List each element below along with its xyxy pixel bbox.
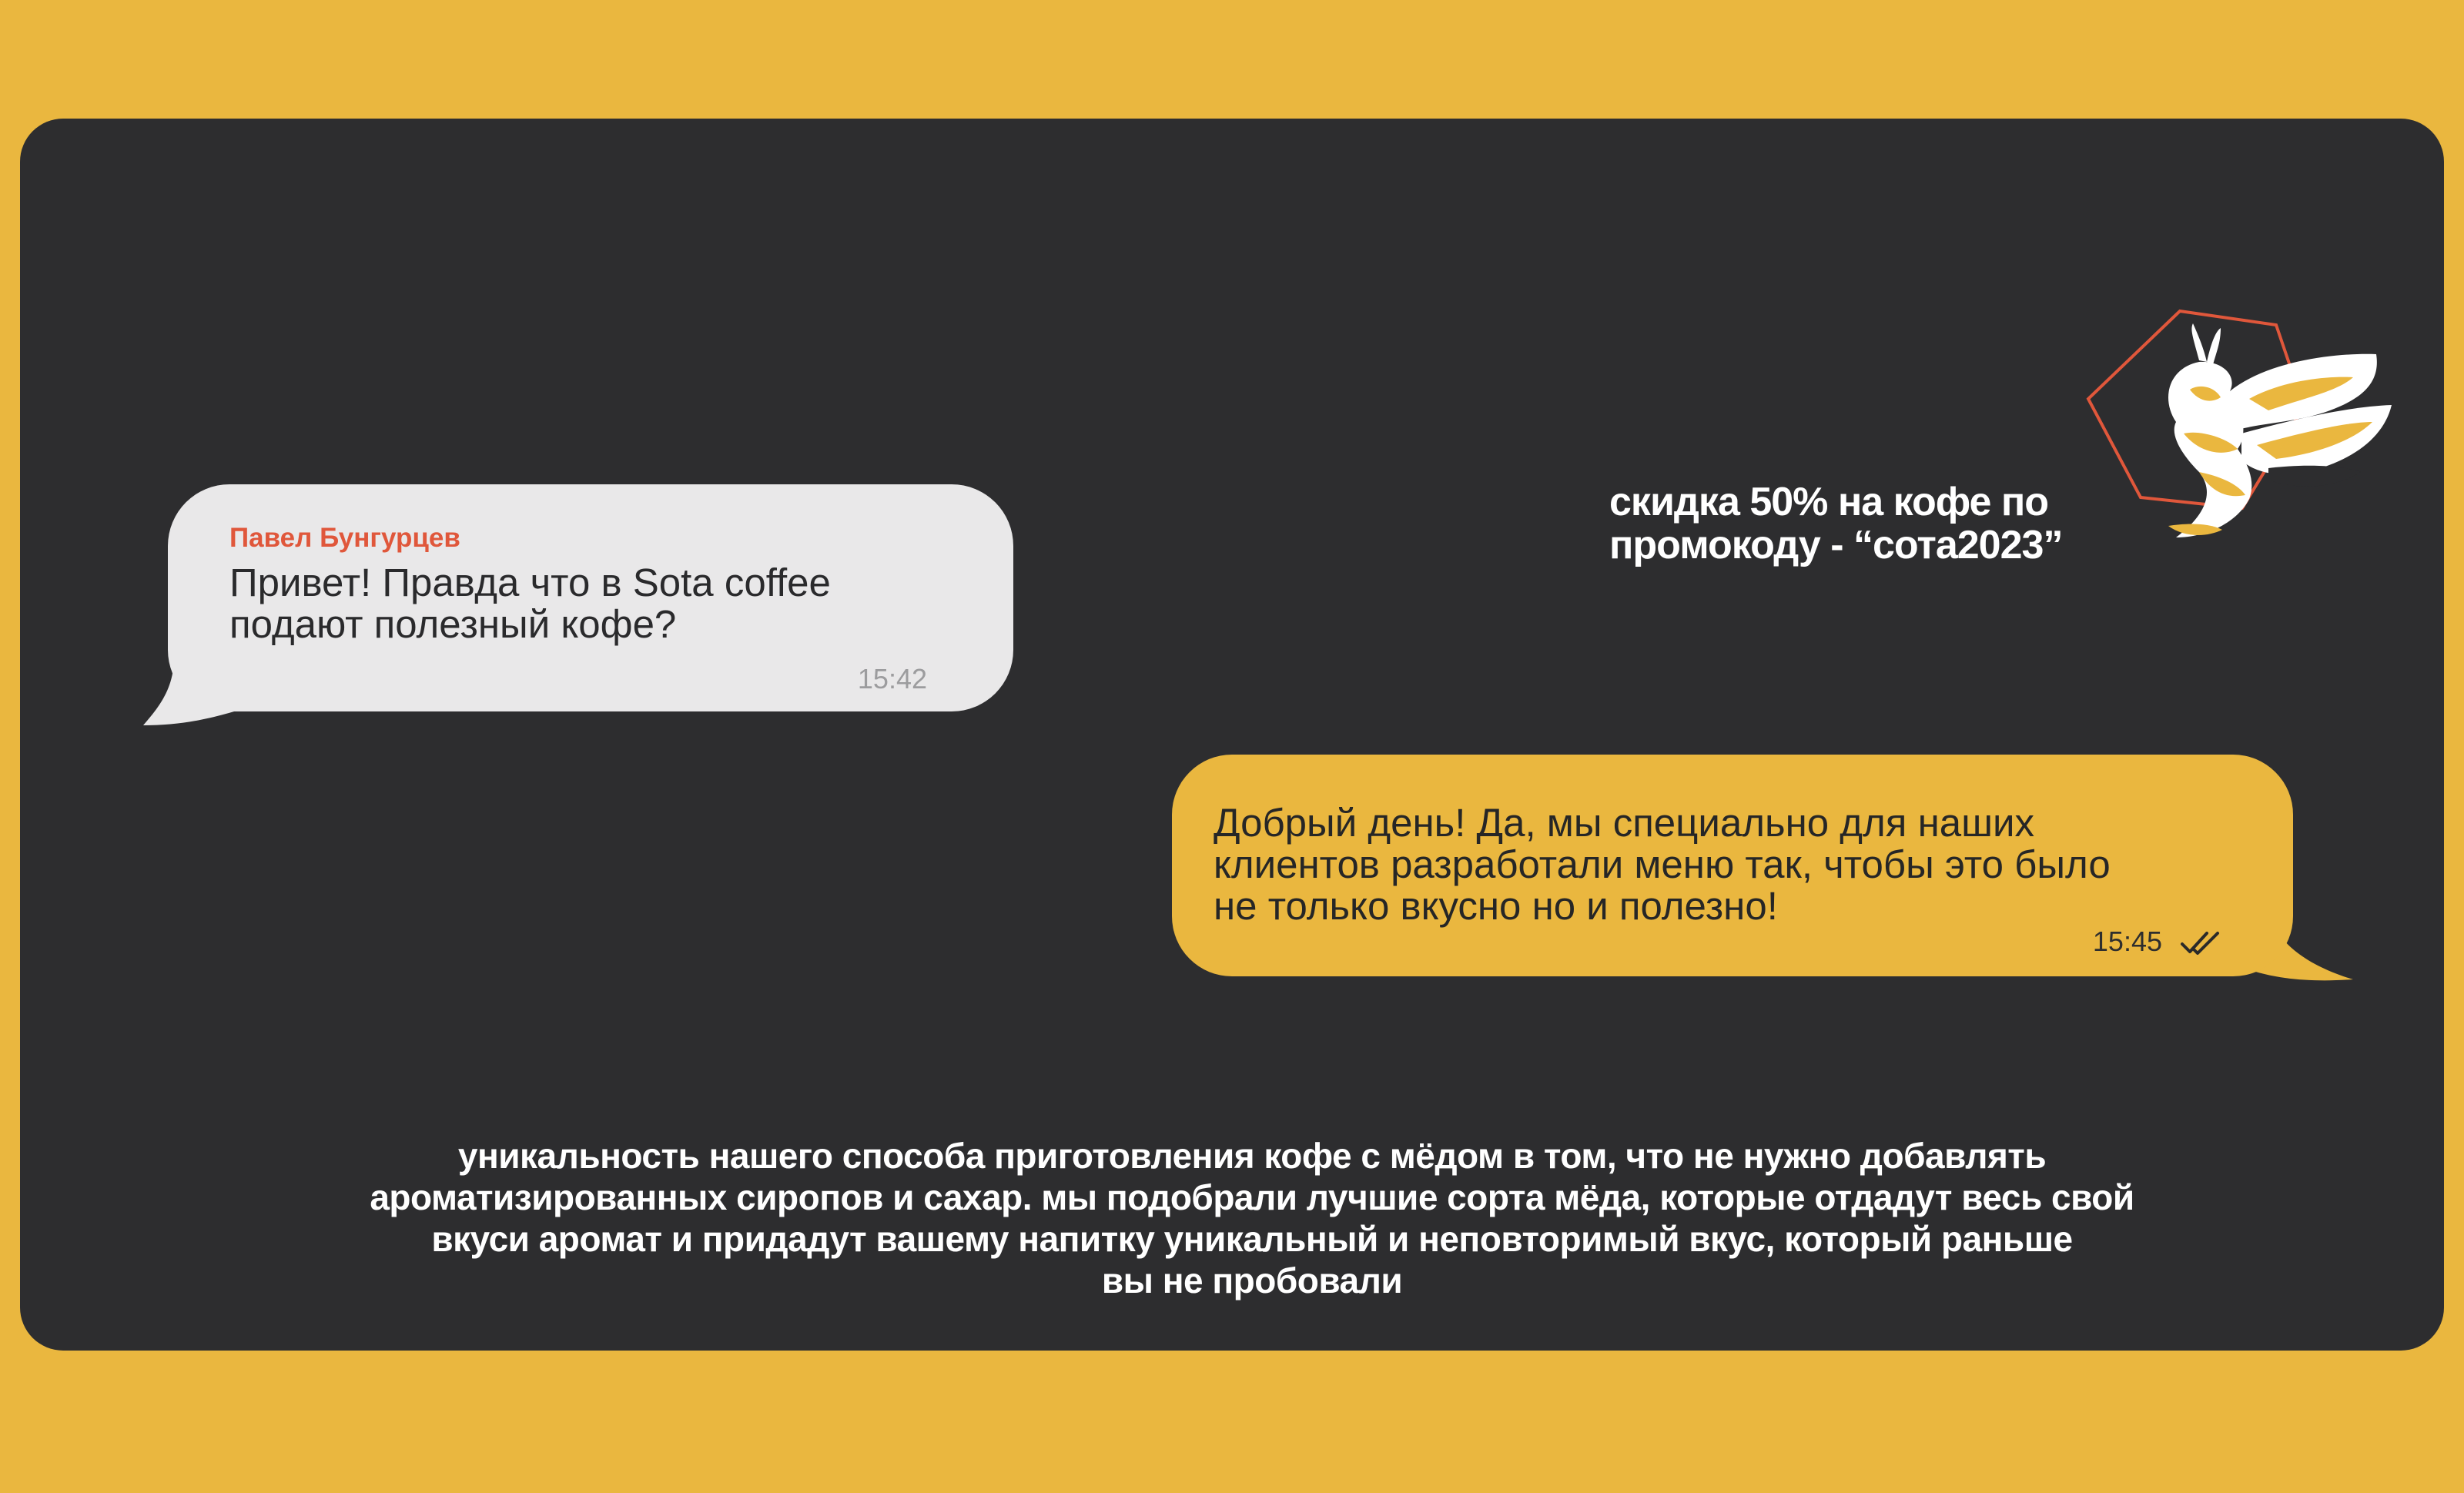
description-text <box>174 1135 2330 1301</box>
outgoing-message-bubble <box>1172 755 2293 976</box>
promo-text <box>1609 480 2062 567</box>
promo-line: промокоду - “сота2023” <box>1609 523 2063 567</box>
message-line: подают полезный кофе? <box>229 602 677 646</box>
description-line: вкуси аромат и придадут вашему напитку уникальный и неповторимый вкус, который раньше <box>431 1219 2073 1259</box>
description-line: вы не пробовали <box>1101 1260 1403 1301</box>
outgoing-message-text <box>1214 802 2201 927</box>
bee-logo-icon <box>2084 306 2399 584</box>
incoming-message-time: 15:42 <box>857 663 927 695</box>
description-line: уникальность нашего способа приготовления кофе с мёдом в том, что не нужно добавлять <box>457 1136 2047 1176</box>
description-line: ароматизированных сиропов и сахар. мы подобрали лучшие сорта мёда, которые отдадут весь свой <box>370 1177 2134 1217</box>
message-line: Добрый день! Да, мы специально для наших <box>1214 801 2034 845</box>
message-line: Привет! Правда что в Sota coffee <box>229 561 831 604</box>
incoming-message-bubble <box>168 484 1013 711</box>
incoming-message-text <box>229 562 952 645</box>
double-check-icon <box>2179 929 2222 956</box>
message-line: клиентов разработали меню так, чтобы это было <box>1214 842 2111 886</box>
sender-name: Павел Бунгурцев <box>229 523 460 553</box>
promo-line: скидка 50% на кофе по <box>1609 480 2049 524</box>
outgoing-message-time: 15:45 <box>2092 926 2162 957</box>
chat-card <box>20 119 2444 1351</box>
message-line: не только вкусно но и полезно! <box>1214 884 1778 928</box>
